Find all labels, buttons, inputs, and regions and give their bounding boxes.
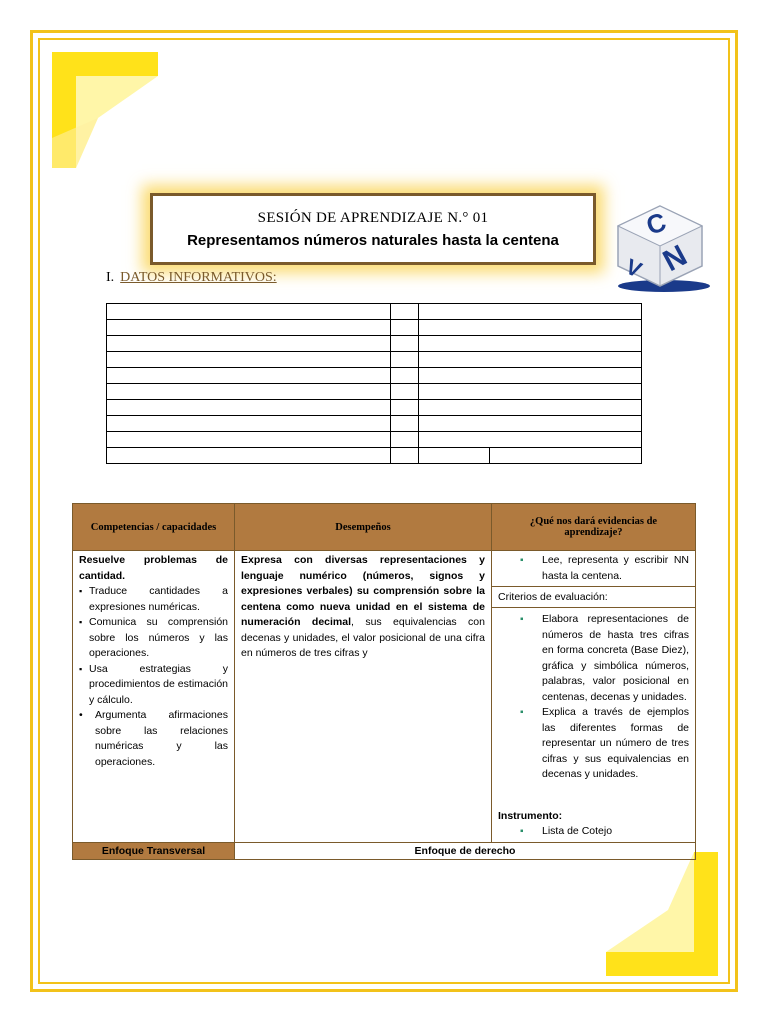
instrumento-item: ▪ Lista de Cotejo [542, 824, 689, 840]
capacidad-item: ▪ Traduce cantidades a expresiones numéricas. [89, 584, 228, 615]
session-topic-title: Representamos números naturales hasta la centena [187, 232, 559, 249]
info-row [107, 416, 642, 432]
cvn-cube-logo-icon [612, 200, 712, 296]
session-number-title: SESIÓN DE APRENDIZAJE N.° 01 [257, 210, 489, 226]
capacidad-item: ▪ Usa estrategias y procedimientos de estimación y cálculo. [89, 662, 228, 709]
section-heading-text: DATOS INFORMATIVOS: [120, 270, 277, 285]
info-cell [391, 320, 419, 336]
info-cell [419, 400, 642, 416]
info-row [107, 432, 642, 448]
info-cell [391, 400, 419, 416]
info-cell [391, 416, 419, 432]
info-cell [107, 432, 391, 448]
info-cell [107, 400, 391, 416]
criterios-cell [492, 608, 696, 843]
info-row [107, 304, 642, 320]
session-title-box [150, 193, 596, 265]
capacidad-item: ▪ Comunica su comprensión sobre los números y las operaciones. [89, 615, 228, 662]
info-cell [391, 384, 419, 400]
info-cell [391, 336, 419, 352]
competencias-cell [73, 551, 235, 843]
desempenos-cell [235, 551, 492, 843]
header-competencias: Competencias / capacidades [73, 504, 235, 551]
logo-letter-n: N [657, 238, 693, 279]
section-heading [106, 270, 277, 286]
header-evidencias: ¿Qué nos dará evidencias de aprendizaje? [492, 504, 696, 551]
section-number: I. [106, 270, 115, 285]
info-cell [391, 448, 419, 464]
desempeno-text: , sus equivalencias con decenas y unidades, el valor posicional de una cifra en números de tres cifras y [241, 616, 485, 659]
info-cell [419, 336, 642, 352]
header-row [73, 504, 696, 551]
info-row [107, 400, 642, 416]
instrumento-list [498, 824, 689, 840]
info-cell [419, 384, 642, 400]
info-cell [391, 368, 419, 384]
logo-letter-c: C [642, 206, 670, 241]
info-cell [391, 432, 419, 448]
info-cell [419, 448, 490, 464]
evidence-list [498, 553, 689, 584]
competencias-table [72, 503, 696, 860]
top-left-corner-ornament [52, 52, 162, 172]
info-cell [419, 416, 642, 432]
info-cell [107, 352, 391, 368]
info-cell [391, 352, 419, 368]
evidence-item: ▪ Lee, representa y escribir NN hasta la centena. [542, 553, 689, 584]
info-row [107, 320, 642, 336]
info-cell [107, 384, 391, 400]
info-cell [490, 448, 642, 464]
info-cell [391, 304, 419, 320]
bottom-right-corner-ornament [606, 852, 718, 976]
competencia-title: Resuelve problemas de cantidad. [79, 554, 228, 582]
info-cell [419, 368, 642, 384]
logo-letter-v: V [621, 253, 646, 283]
info-cell [107, 416, 391, 432]
criterio-item: ▪ Explica a través de ejemplos las diferentes formas de representar un número de tres cifras y sus equivalencias en decenas y unidades. [542, 705, 689, 783]
info-row [107, 352, 642, 368]
instrumento-label: Instrumento: [498, 809, 563, 822]
info-cell [419, 352, 642, 368]
datos-informativos-table [106, 303, 642, 464]
info-row [107, 336, 642, 352]
footer-row [73, 842, 696, 859]
info-row [107, 368, 642, 384]
criterios-label: Criterios de evaluación: [492, 587, 696, 608]
criterios-list [498, 612, 689, 783]
capacidades-list [79, 584, 228, 708]
enfoque-value: Enfoque de derecho [235, 842, 696, 859]
content-row [73, 551, 696, 587]
criterio-item: ▪ Elabora representaciones de números de hasta tres cifras en forma concreta (Base Diez), gráfica y simbólica números, palabras, valor posicional en centenas, decenas y unidades. [542, 612, 689, 705]
info-cell [419, 320, 642, 336]
info-cell [419, 432, 642, 448]
capacidad-item: • Argumenta afirmaciones sobre las relaciones numéricas y las operaciones. [79, 708, 228, 770]
header-desempenos: Desempeños [235, 504, 492, 551]
info-cell [107, 336, 391, 352]
desempeno-bold-text: Expresa con diversas representaciones y lenguaje numérico (números, signos y expresiones verbales) su comprensión sobre la centena como nueva unidad en el sistema de numeración decimal [241, 554, 485, 628]
info-cell [107, 448, 391, 464]
info-row [107, 384, 642, 400]
info-row [107, 448, 642, 464]
info-cell [107, 320, 391, 336]
enfoque-transversal-label: Enfoque Transversal [73, 842, 235, 859]
info-cell [107, 368, 391, 384]
info-cell [419, 304, 642, 320]
evidence-cell [492, 551, 696, 587]
info-cell [107, 304, 391, 320]
